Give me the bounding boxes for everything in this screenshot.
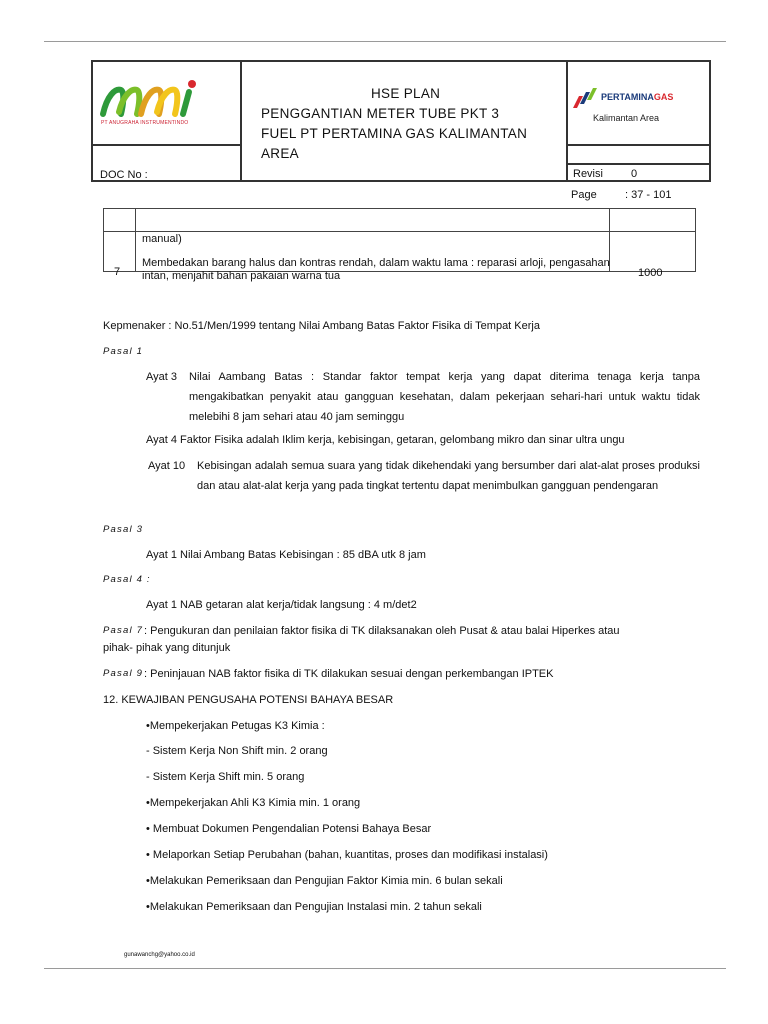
page-top-rule <box>44 41 726 42</box>
list-item: •Melakukan Pemeriksaan dan Pengujian Faktor Kimia min. 6 bulan sekali <box>146 875 503 887</box>
list-item: •Mempekerjakan Petugas K3 Kimia : <box>146 720 325 732</box>
document-title <box>261 84 561 164</box>
header-divider <box>566 163 709 165</box>
page-bottom-rule <box>44 968 726 969</box>
list-item: • Melaporkan Setiap Perubahan (bahan, kuantitas, proses dan modifikasi instalasi) <box>146 849 548 861</box>
header-divider <box>93 144 240 146</box>
ayat-3-text: Nilai Aambang Batas : Standar faktor tempat kerja yang dapat diterima tenaga kerja tanpa mengakibatkan penyakit atau gangguan kesehatan, dalam pekerjaan sehari-hari untuk waktu tidak melebihi 8 jam sehari atau 40 jam seminggu <box>189 371 700 423</box>
pasal-7-text: pihak- pihak yang ditunjuk <box>103 642 231 654</box>
pertamina-logo <box>567 80 707 140</box>
pasal-heading: Pasal 7 <box>103 625 144 636</box>
list-item: • Membuat Dokumen Pengendalian Potensi Bahaya Besar <box>146 823 432 835</box>
pasal-7-text: : Pengukuran dan penilaian faktor fisika di TK dilaksanakan oleh Pusat & atau balai Hiperkes atau <box>144 625 620 637</box>
table-row-number: 7 <box>114 266 121 278</box>
table-row-divider <box>104 231 695 232</box>
table-cell-value: 1000 <box>638 267 663 279</box>
title-line-4: AREA <box>261 146 299 161</box>
doc-no-label: DOC No : <box>100 169 148 181</box>
list-item: •Mempekerjakan Ahli K3 Kimia min. 1 orang <box>146 797 361 809</box>
ayat-4-text: Ayat 4 Faktor Fisika adalah Iklim kerja, kebisingan, getaran, gelombang mikro dan sinar ultra ungu <box>146 434 625 446</box>
ayat-label: Ayat 10 <box>148 460 186 472</box>
footer-email: gunawanchg@yahoo.co.id <box>124 952 195 958</box>
pertamina-logo-area: Kalimantan Area <box>593 113 660 123</box>
pasal-9-text: : Peninjauan NAB faktor fisika di TK dilakukan sesuai dengan perkembangan IPTEK <box>144 668 554 680</box>
page-label: Page <box>571 189 597 201</box>
revisi-value: 0 <box>631 168 638 180</box>
kepmenaker-heading: Kepmenaker : No.51/Men/1999 tentang Nilai Ambang Batas Faktor Fisika di Tempat Kerja <box>103 320 540 332</box>
pasal-heading: Pasal 3 <box>103 524 144 535</box>
ppm-logo-icon <box>97 76 207 120</box>
list-item: - Sistem Kerja Shift min. 5 orang <box>146 771 305 783</box>
pasal-4-ayat-1: Ayat 1 NAB getaran alat kerja/tidak langsung : 4 m/det2 <box>146 599 417 611</box>
list-item: - Sistem Kerja Non Shift min. 2 orang <box>146 745 328 757</box>
ayat-label: Ayat 3 <box>146 371 177 383</box>
pertamina-logo-icon <box>571 86 601 110</box>
pasal-heading: Pasal 9 <box>103 668 144 679</box>
list-item: •Melakukan Pemeriksaan dan Pengujian Instalasi min. 2 tahun sekali <box>146 901 482 913</box>
lighting-table-fragment <box>103 208 696 282</box>
table-cell-text: Membedakan barang halus dan kontras rendah, dalam waktu lama : reparasi arloji, pengasahan intan, menjahit bahan pakaian warna tua <box>142 257 610 282</box>
pasal-heading: Pasal 4 : <box>103 574 151 585</box>
pasal-3-ayat-1: Ayat 1 Nilai Ambang Batas Kebisingan : 85 dBA utk 8 jam <box>146 549 426 561</box>
title-line-2: PENGGANTIAN METER TUBE PKT 3 <box>261 106 500 121</box>
title-line-1: HSE PLAN <box>371 86 441 101</box>
document-header <box>91 60 711 182</box>
pasal-heading: Pasal 1 <box>103 346 144 357</box>
section-heading: 12. KEWAJIBAN PENGUSAHA POTENSI BAHAYA BESAR <box>103 694 394 706</box>
title-line-3: FUEL PT PERTAMINA GAS KALIMANTAN <box>261 126 528 141</box>
page-value: : 37 - 101 <box>625 189 672 201</box>
header-divider <box>240 62 242 180</box>
table-cell-text: manual) <box>142 233 182 245</box>
ayat-10-text: Kebisingan adalah semua suara yang tidak dikehendaki yang bersumber dari alat-alat proses produksi dan atau alat-alat kerja yang pada tingkat tertentu dapat menimbulkan gangguan pendengaran <box>197 460 700 492</box>
revisi-label: Revisi <box>573 168 603 180</box>
header-divider <box>566 144 709 146</box>
ppm-logo-subtext: PT ANUGRAHA INSTRUMENTINDO <box>101 120 189 126</box>
pertamina-logo-name: PERTAMINAGAS <box>601 92 674 102</box>
ppm-logo <box>97 76 235 134</box>
table-column-divider <box>135 209 136 271</box>
